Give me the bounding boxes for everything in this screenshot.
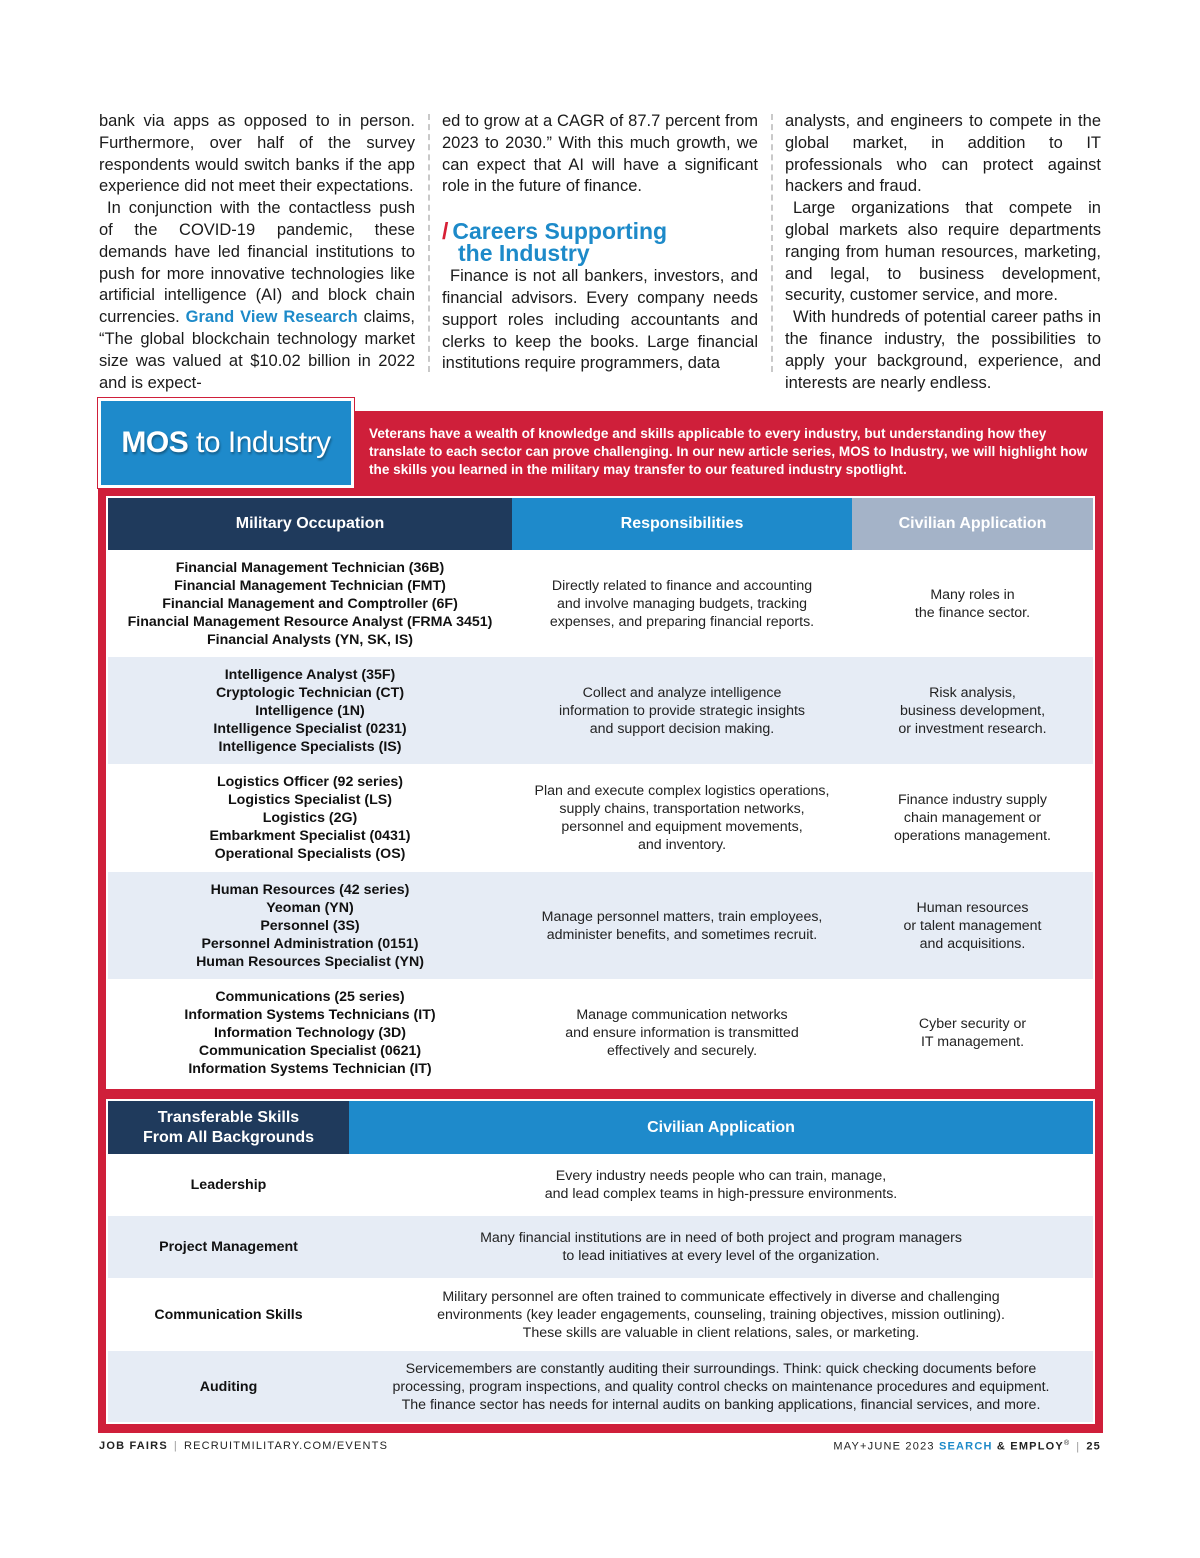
occupation-line: Human Resources Specialist (YN) (196, 953, 424, 970)
responsibilities-cell (512, 764, 852, 872)
occupation-line: Financial Management and Comptroller (6F) (162, 595, 458, 612)
civilian-application-cell (852, 657, 1093, 764)
header-skills-line-2: From All Backgrounds (143, 1128, 314, 1146)
responsibilities-text (550, 577, 814, 631)
skill-application-cell (349, 1154, 1093, 1216)
mos-intro (369, 425, 1089, 479)
column-divider-1 (428, 114, 430, 372)
occupation-cell (108, 872, 512, 979)
civilian-application-line: IT management. (920, 1034, 1025, 1050)
header-skills-line-1: Transferable Skills (157, 1108, 300, 1126)
occupation-line: Logistics Officer (92 series) (216, 774, 404, 790)
column-divider-2 (771, 114, 773, 372)
civilian-application-line: Cyber security or (918, 1016, 1027, 1032)
footer-separator-right: | (1076, 1440, 1081, 1453)
skill-application-line: to lead initiatives at every level of the organization. (562, 1248, 880, 1264)
civilian-application-cell (852, 979, 1093, 1087)
responsibilities-line: Manage personnel matters, train employees, (541, 908, 823, 925)
footer-registered: ® (1063, 1440, 1071, 1447)
occupation-cell (108, 550, 512, 657)
civilian-application-cell (852, 764, 1093, 872)
header-military-occupation: Military Occupation (108, 498, 512, 550)
occupation-line: Logistics (2G) (262, 810, 358, 826)
responsibilities-line: expenses, and preparing financial reports. (549, 613, 815, 630)
responsibilities-line: information to provide strategic insights (558, 702, 806, 719)
occupation-line: Intelligence Specialists (IS) (218, 738, 402, 755)
occupation-line: Operational Specialists (OS) (214, 846, 406, 862)
civilian-application-line: chain management or (903, 810, 1042, 826)
header-responsibilities: Responsibilities (512, 498, 852, 550)
header-transferable-skills (108, 1101, 349, 1154)
responsibilities-line: and support decision making. (589, 720, 775, 737)
header-civilian-application: Civilian Application (852, 498, 1093, 550)
skill-application-line: Servicemembers are constantly auditing their surroundings. Think: quick checking documents before (405, 1360, 1037, 1377)
responsibilities-line: supply chains, transportation networks, (559, 801, 805, 817)
skill-application-cell (349, 1278, 1093, 1351)
occupation-cell (108, 657, 512, 764)
occupation-line: Communications (25 series) (215, 989, 405, 1005)
col3-paragraph-1: analysts, and engineers to compete in the global market, in addition to IT professionals who can protect against hackers and fraud. (785, 112, 1101, 196)
occupation-table-header (108, 498, 1093, 550)
occupation-list (209, 773, 410, 863)
col2-paragraph-2: Finance is not all bankers, investors, and financial advisors. Every company needs support roles including accountants and clerks to keep the books. Large financial institutions require programmers, data (442, 267, 758, 373)
grand-view-research-link[interactable]: Grand View Research (185, 308, 358, 327)
skill-row (108, 1278, 1093, 1351)
col2-paragraph-1: ed to grow at a CAGR of 87.7 percent from 2023 to 2030.” With this much growth, we can expect that AI will have a significant role in the future of finance. (442, 112, 758, 196)
responsibilities-text (542, 908, 823, 944)
responsibilities-cell (512, 550, 852, 657)
page-number: 25 (1086, 1440, 1101, 1453)
occupation-line: Information Systems Technicians (IT) (184, 1007, 436, 1023)
skill-name: Communication Skills (154, 1306, 303, 1323)
section-heading (442, 218, 758, 267)
responsibilities-cell (512, 872, 852, 979)
occupation-cell (108, 764, 512, 872)
mos-badge (98, 398, 354, 488)
occupation-line: Personnel (3S) (260, 917, 360, 934)
occupation-line: Financial Analysts (YN, SK, IS) (206, 631, 414, 648)
occupation-line: Information Technology (3D) (213, 1025, 407, 1041)
col3-paragraph-2: Large organizations that compete in global markets also require departments ranging from human resources, marketing, and legal, to business development, security, customer service, and more. (785, 199, 1101, 305)
skills-table-header (108, 1101, 1093, 1154)
civilian-application-cell (852, 550, 1093, 657)
mos-intro-bold: MOS to Industry (838, 444, 944, 459)
skill-row (108, 1351, 1093, 1422)
civilian-application-line: operations management. (894, 828, 1051, 844)
occupation-line: Intelligence (1N) (255, 702, 365, 719)
table-row (108, 657, 1093, 764)
skill-name: Project Management (159, 1239, 298, 1255)
occupation-line: Personnel Administration (0151) (201, 935, 419, 952)
table-row (108, 979, 1093, 1087)
occupation-list (213, 666, 406, 756)
responsibilities-line: and inventory. (637, 837, 727, 853)
header-skills-civilian-application: Civilian Application (349, 1101, 1093, 1154)
occupation-line: Human Resources (42 series) (210, 881, 410, 898)
responsibilities-line: Directly related to finance and accounting (551, 577, 813, 594)
col3-paragraph-3: With hundreds of potential career paths in the finance industry, the possibilities to apply your background, experience, and interests are nearly endless. (785, 308, 1101, 392)
heading-line-1: Careers Supporting (452, 218, 668, 245)
civilian-application-line: Finance industry supply (897, 792, 1048, 808)
civilian-application-line: or talent management (903, 917, 1042, 934)
civilian-application-line: and acquisitions. (919, 935, 1026, 952)
footer-left (99, 1440, 388, 1452)
mos-intro-before: Veterans have a wealth of knowledge and skills applicable to every industry, but understanding how they translate to each sector can prove challenging. In our new article series, (369, 426, 1047, 459)
article-column-1 (99, 111, 415, 394)
skill-application-line: Military personnel are often trained to communicate effectively in diverse and challenging (442, 1288, 1000, 1305)
occupation-list (128, 559, 493, 649)
skill-application-text (393, 1360, 1050, 1414)
responsibilities-text (559, 684, 805, 738)
occupation-line: Communication Specialist (0621) (198, 1043, 422, 1059)
footer-issue: MAY+JUNE 2023 (833, 1440, 935, 1453)
skill-application-line: Many financial institutions are in need of both project and program managers (480, 1230, 962, 1246)
skill-application-line: processing, program inspections, and quality control checks on maintenance procedures and equipment. (392, 1378, 1050, 1395)
footer-events-link[interactable]: RECRUITMILITARY.COM/EVENTS (183, 1440, 389, 1452)
responsibilities-line: Plan and execute complex logistics operations, (534, 783, 830, 799)
footer-brand: SEARCH (938, 1440, 993, 1453)
skill-application-line: The finance sector has needs for internal audits on banking applications, financial services, and more. (401, 1396, 1041, 1413)
skill-application-line: Every industry needs people who can train, manage, (555, 1168, 887, 1184)
civilian-application-text (903, 899, 1041, 953)
skill-application-text (437, 1288, 1005, 1342)
col1-paragraph-2 (99, 198, 415, 394)
skill-application-text (480, 1229, 962, 1265)
heading-line-2: the Industry (458, 240, 590, 267)
skill-row (108, 1154, 1093, 1216)
occupation-line: Financial Management Resource Analyst (FRMA 3451) (127, 613, 493, 630)
table-row (108, 872, 1093, 979)
mos-intro-after: , we will highlight how the skills you learned in the military may transfer to our featured industry spotlight. (369, 444, 1088, 477)
occupation-list (184, 988, 435, 1078)
skill-name: Leadership (190, 1177, 267, 1193)
civilian-application-line: business development, (899, 702, 1046, 719)
civilian-application-line: Many roles in (930, 586, 1015, 603)
civilian-application-cell (852, 872, 1093, 979)
responsibilities-line: personnel and equipment movements, (561, 819, 803, 835)
occupation-line: Intelligence Analyst (35F) (224, 666, 396, 683)
occupation-line: Information Systems Technician (IT) (188, 1061, 432, 1077)
skill-application-line: These skills are valuable in client relations, sales, or marketing. (522, 1324, 920, 1341)
skill-row (108, 1216, 1093, 1278)
article-column-2 (442, 111, 758, 375)
civilian-application-text (919, 1015, 1026, 1051)
occupation-table (106, 496, 1095, 1089)
occupation-line: Yeoman (YN) (266, 899, 354, 916)
civilian-application-text (898, 684, 1046, 738)
occupation-list (196, 881, 424, 971)
footer-job-fairs: JOB FAIRS (99, 1440, 168, 1452)
occupation-line: Cryptologic Technician (CT) (215, 684, 405, 701)
occupation-rows (108, 550, 1093, 1087)
skill-application-text (545, 1167, 898, 1203)
responsibilities-text (565, 1006, 798, 1060)
table-row (108, 764, 1093, 872)
col1-paragraph-1: bank via apps as opposed to in person. Furthermore, over half of the survey respondents would switch banks if the app experience did not meet their expectations. (99, 112, 415, 196)
col1-paragraph-2-tail: claims, “The global blockchain technology market size was valued at $10.02 billion in 2022 and is expect- (99, 308, 416, 392)
occupation-line: Logistics Specialist (LS) (228, 792, 392, 808)
civilian-application-text (894, 791, 1051, 845)
header-skills-text (143, 1108, 314, 1148)
skill-application-line: and lead complex teams in high-pressure environments. (544, 1186, 898, 1202)
civilian-application-line: Risk analysis, (929, 684, 1016, 701)
mos-title-bold: MOS (121, 426, 189, 459)
footer-brand-rest: & EMPLOY (992, 1440, 1064, 1453)
occupation-cell (108, 979, 512, 1087)
skills-table (106, 1099, 1095, 1424)
civilian-application-line: or investment research. (898, 720, 1047, 737)
heading-slash: / (442, 218, 449, 245)
table-row (108, 550, 1093, 657)
responsibilities-line: administer benefits, and sometimes recruit. (546, 926, 818, 943)
responsibilities-line: Manage communication networks (576, 1007, 788, 1023)
responsibilities-cell (512, 657, 852, 764)
skill-application-cell (349, 1216, 1093, 1278)
mos-title-rest: to Industry (188, 426, 331, 459)
skill-rows (108, 1154, 1093, 1422)
civilian-application-line: Human resources (916, 899, 1029, 916)
mos-title (121, 426, 330, 460)
footer-right (833, 1440, 1101, 1453)
skill-name: Auditing (199, 1378, 258, 1395)
responsibilities-line: and involve managing budgets, tracking (556, 595, 808, 612)
occupation-line: Intelligence Specialist (0231) (213, 720, 407, 737)
responsibilities-cell (512, 979, 852, 1087)
occupation-line: Embarkment Specialist (0431) (209, 828, 411, 844)
responsibilities-line: and ensure information is transmitted (565, 1025, 799, 1041)
responsibilities-text (535, 782, 830, 854)
article-column-3 (785, 111, 1101, 394)
occupation-line: Financial Management Technician (36B) (175, 559, 445, 576)
civilian-application-line: the finance sector. (914, 604, 1031, 621)
responsibilities-line: Collect and analyze intelligence (582, 684, 782, 701)
col1-paragraph-2-text: In conjunction with the contactless push of the COVID-19 pandemic, these demands have led financial institutions to push for more innovative technologies like artificial intelligence (AI) and block chain currencies. (99, 199, 415, 327)
footer-separator-left: | (173, 1440, 178, 1452)
skill-application-cell (349, 1351, 1093, 1422)
responsibilities-line: effectively and securely. (606, 1043, 758, 1059)
occupation-line: Financial Management Technician (FMT) (174, 577, 446, 594)
civilian-application-text (915, 586, 1030, 622)
skill-application-line: environments (key leader engagements, counseling, training objectives, mission outlining). (437, 1306, 1005, 1323)
